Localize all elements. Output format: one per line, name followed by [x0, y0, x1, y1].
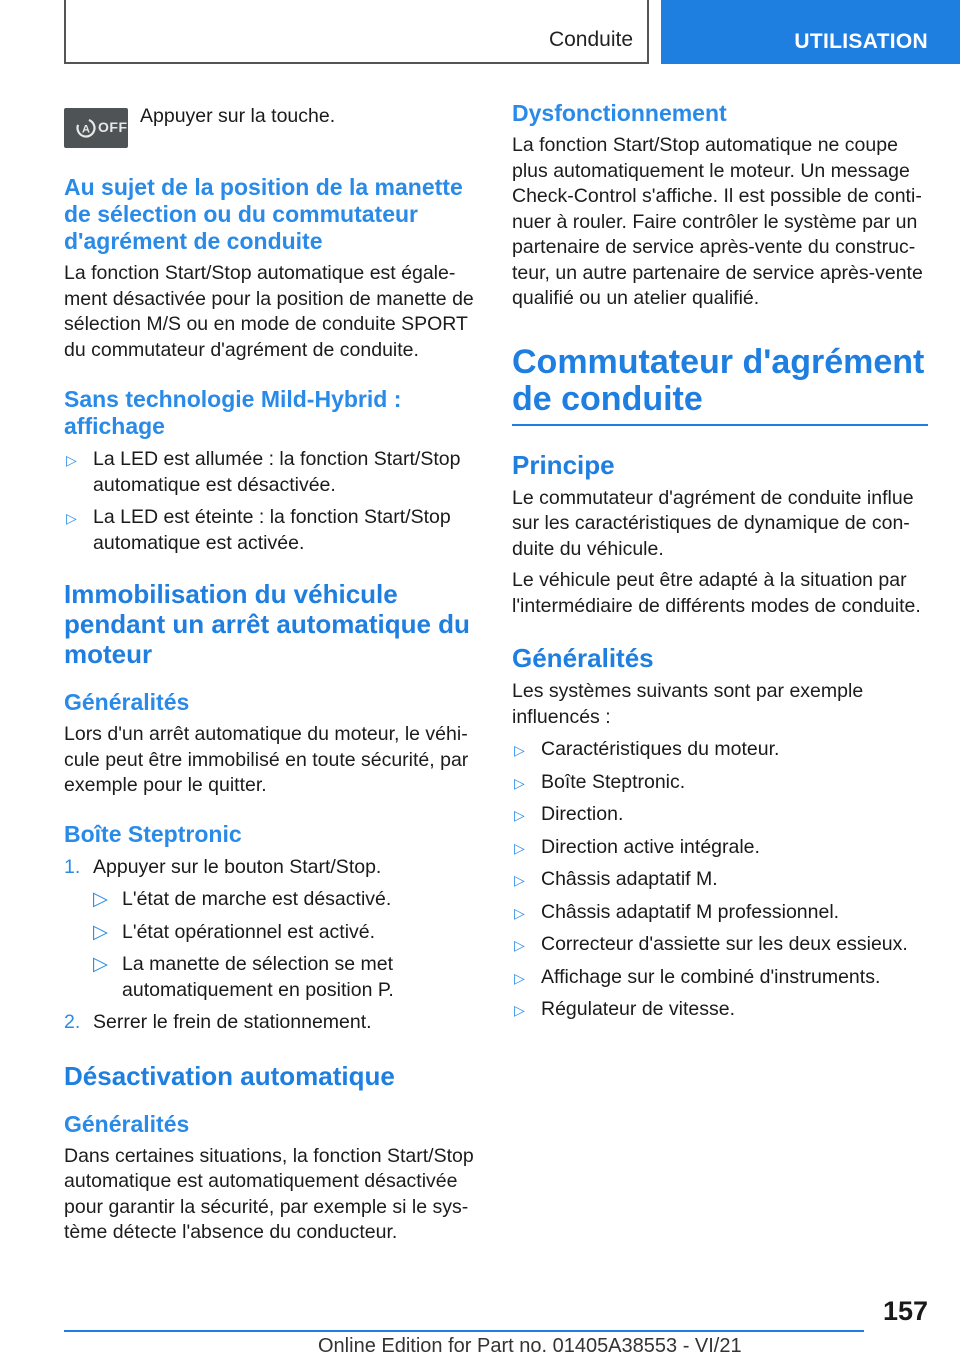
list-item: ▷ Caractéristiques du moteur. — [512, 737, 928, 763]
page-number: 157 — [882, 1296, 928, 1326]
triangle-bullet-icon: ▷ — [66, 452, 77, 468]
step-item: 2. Serrer le frein de stationnement. — [64, 1011, 372, 1033]
paragraph-principe-1: Le commutateur d'agrément de conduite influe sur les caractéristiques de dynamique de conduite du véhicule. — [512, 486, 914, 560]
list-item: ▷ L'état opérationnel est activé. — [93, 920, 478, 946]
list-item: ▷ Châssis adaptatif M. — [512, 867, 928, 893]
list-item: ▷ Affichage sur le combiné d'instruments. — [512, 965, 928, 991]
list-item: ▷ La LED est éteinte : la fonction Start/Stop automatique est activée. — [66, 506, 451, 554]
triangle-bullet-icon: ▷ — [514, 1002, 525, 1018]
heading-generalites: Généralités — [512, 643, 654, 673]
triangle-bullet-icon: ▷ — [514, 774, 525, 791]
subheading-generalites: Généralités — [64, 1110, 190, 1137]
triangle-bullet-icon: ▷ — [93, 888, 108, 910]
right-column — [512, 100, 928, 1023]
list-item: ▷ La LED est allumée : la fonction Start/Stop automatique est désactivée. — [66, 448, 461, 496]
auto-start-stop-off-key-icon — [64, 108, 128, 148]
triangle-bullet-icon: ▷ — [514, 937, 525, 953]
key-icon-label: OFF — [98, 119, 128, 135]
paragraph-generalites: Les systèmes suivants sont par exemple influencés : — [512, 680, 864, 728]
heading-selector-position: Au sujet de la position de la manette de sélection ou du commutateur d'agrément de conduite — [64, 174, 463, 254]
triangle-bullet-icon: ▷ — [514, 742, 525, 758]
footer-divider — [64, 1330, 864, 1332]
heading-steptronic: Boîte Steptronic — [64, 820, 242, 847]
triangle-bullet-icon: ▷ — [514, 904, 525, 921]
paragraph-automatic-deactivation: Dans certaines situations, la fonction Start/Stop automatique est automatiquement désactivée pour garantir la sécurité, par exemple si le système détecte l'absence du conducteur. — [64, 1144, 474, 1243]
heading-principe: Principe — [512, 449, 615, 480]
heading-vehicle-immobilisation: Immobilisation du véhicule pendant un arrêt automatique du moteur — [64, 579, 470, 669]
list-item: ▷ Boîte Steptronic. — [512, 770, 928, 796]
triangle-bullet-icon: ▷ — [514, 807, 525, 823]
list-led-status — [64, 447, 478, 556]
list-item: ▷ L'état de marche est désactivé. — [93, 887, 478, 913]
heading-automatic-deactivation: Désactivation automatique — [64, 1060, 395, 1091]
list-influenced-systems — [512, 737, 928, 1023]
paragraph-selector-position: La fonction Start/Stop automatique est également désactivée pour la position de manette de sélection M/S ou en mode de conduite SPORT du commutateur d'agrément de conduite. — [64, 262, 474, 361]
header-section-box — [64, 0, 649, 64]
triangle-bullet-icon: ▷ — [93, 920, 108, 943]
chapter-title-driving-experience-control: Commutateur d'agrément de conduite — [512, 344, 928, 426]
footer-edition-text: Online Edition for Part no. 01405A38553 - VI/21 — [318, 1335, 742, 1357]
list-item: ▷ Correcteur d'assiette sur les deux essieux. — [512, 932, 928, 958]
key-instruction-text: Appuyer sur la touche. — [140, 105, 336, 127]
paragraph-principe-2: Le véhicule peut être adapté à la situation par l'intermédiaire de différents modes de conduite. — [512, 569, 921, 617]
list-item: ▷ Direction active intégrale. — [512, 835, 928, 861]
key-instruction — [64, 100, 478, 148]
subheading-generalites: Généralités — [64, 689, 190, 715]
list-item: ▷ Direction. — [512, 802, 928, 828]
heading-malfunction: Dysfonctionnement — [512, 100, 727, 126]
steps-steptronic — [64, 855, 478, 1036]
auto-start-stop-symbol-icon — [64, 108, 98, 148]
heading-mild-hybrid-display: Sans technologie Mild-Hybrid : affichage — [64, 386, 402, 439]
step-item: 1. Appuyer sur le bouton Start/Stop. ▷ L'état de marche est désactivé. ▷ L'état opérationnel est activé. ▷ La manette de sélection se met automatiquement en position P. — [64, 855, 478, 1004]
paragraph-malfunction: La fonction Start/Stop automatique ne coupe plus automatiquement le moteur. Un message Check-Control s'affiche. Il est possible de continuer à rouler. Faire contrôler le système par un partenaire de service après-vente du constructeur, un autre partenaire de service après-vente qualifié ou un atelier qualifié. — [512, 134, 923, 309]
list-item: ▷ La manette de sélection se met automatiquement en position P. — [93, 953, 394, 1001]
step-sub-list — [93, 887, 478, 1003]
triangle-bullet-icon: ▷ — [66, 510, 77, 526]
svg-text:A: A — [82, 123, 90, 136]
left-column — [64, 100, 478, 1246]
triangle-bullet-icon: ▷ — [93, 953, 108, 975]
paragraph-immobilisation: Lors d'un arrêt automatique du moteur, le véhicule peut être immobilisé en toute sécurité, par exemple pour le quitter. — [64, 723, 469, 796]
list-item: ▷ Régulateur de vitesse. — [512, 997, 928, 1023]
header-chapter-label: UTILISATION — [794, 30, 928, 53]
list-item: ▷ Châssis adaptatif M professionnel. — [512, 900, 928, 926]
header-chapter-tab[interactable] — [661, 0, 960, 64]
header-section-title: Conduite — [548, 28, 633, 51]
triangle-bullet-icon: ▷ — [514, 872, 525, 888]
triangle-bullet-icon: ▷ — [514, 969, 525, 986]
triangle-bullet-icon: ▷ — [514, 839, 525, 856]
